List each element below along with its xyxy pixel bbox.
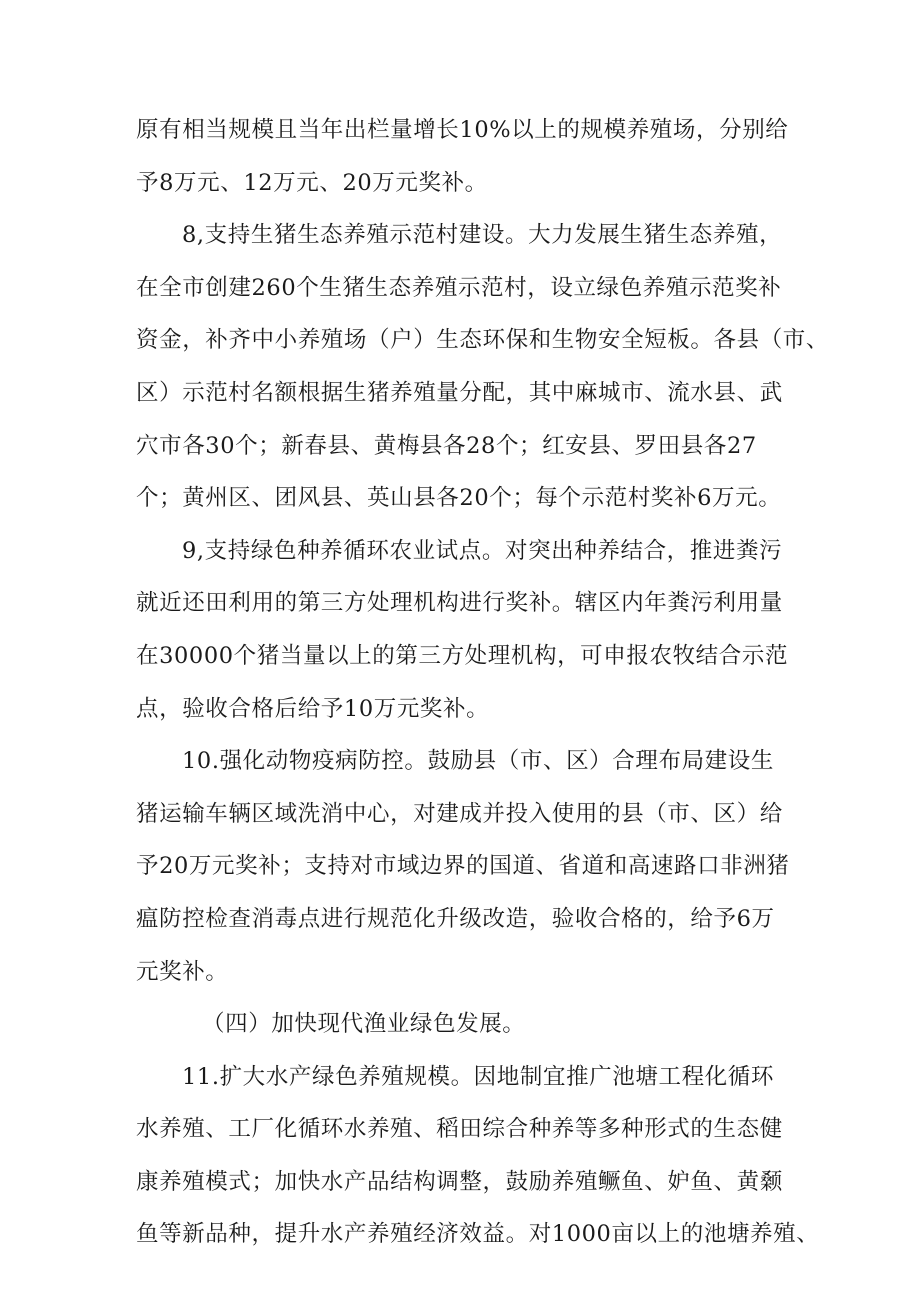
text-line: 穴市各30个；新春县、黄梅县各28个；红安县、罗田县各27 — [136, 432, 757, 459]
text-line: 9,支持绿色种养循环农业试点。对突出种养结合，推进粪污 — [182, 537, 783, 564]
text-line: （四）加快现代渔业绿色发展。 — [202, 1011, 526, 1038]
text-line: 予8万元、12万元、20万元奖补。 — [136, 169, 488, 196]
text-line: 瘟防控检查消毒点进行规范化升级改造，验收合格的，给予6万 — [136, 905, 775, 932]
text-line: 猪运输车辆区域洗消中心，对建成并投入使用的县（市、区）给 — [136, 800, 783, 827]
text-line: 予20万元奖补；支持对市域边界的国道、省道和高速路口非洲猪 — [136, 853, 790, 880]
text-line: 元奖补。 — [136, 958, 229, 985]
text-line: 水养殖、工厂化循环水养殖、稻田综合种养等多种形式的生态健 — [136, 1116, 783, 1143]
text-line: 就近还田利用的第三方处理机构进行奖补。辖区内年粪污利用量 — [136, 590, 783, 617]
text-line: 10.强化动物疫病防控。鼓励县（市、区）合理布局建设生 — [182, 748, 774, 775]
document-body — [136, 104, 830, 1261]
text-line: 区）示范村名额根据生猪养殖量分配，其中麻城市、流水县、武 — [136, 379, 783, 406]
text-line: 鱼等新品种，提升水产养殖经济效益。对1000亩以上的池塘养殖、 — [136, 1221, 820, 1248]
text-line: 11.扩大水产绿色养殖规模。因地制宜推广池塘工程化循环 — [182, 1063, 774, 1090]
text-line: 在30000个猪当量以上的第三方处理机构，可申报农牧结合示范 — [136, 642, 789, 669]
text-line: 个；黄州区、团风县、英山县各20个；每个示范村奖补6万元。 — [136, 485, 782, 512]
text-line: 在全市创建260个生猪生态养殖示范村，设立绿色养殖示范奖补 — [136, 274, 782, 301]
text-line: 8,支持生猪生态养殖示范村建设。大力发展生猪生态养殖， — [182, 222, 783, 249]
text-line: 原有相当规模且当年出栏量增长10%以上的规模养殖场，分别给 — [136, 117, 789, 143]
text-line: 康养殖模式；加快水产品结构调整，鼓励养殖鳜鱼、妒鱼、黄颡 — [136, 1168, 783, 1195]
text-line: 点，验收合格后给予10万元奖补。 — [136, 695, 490, 722]
text-line: 资金，补齐中小养殖场（户）生态环保和生物安全短板。各县（市、 — [136, 327, 830, 354]
